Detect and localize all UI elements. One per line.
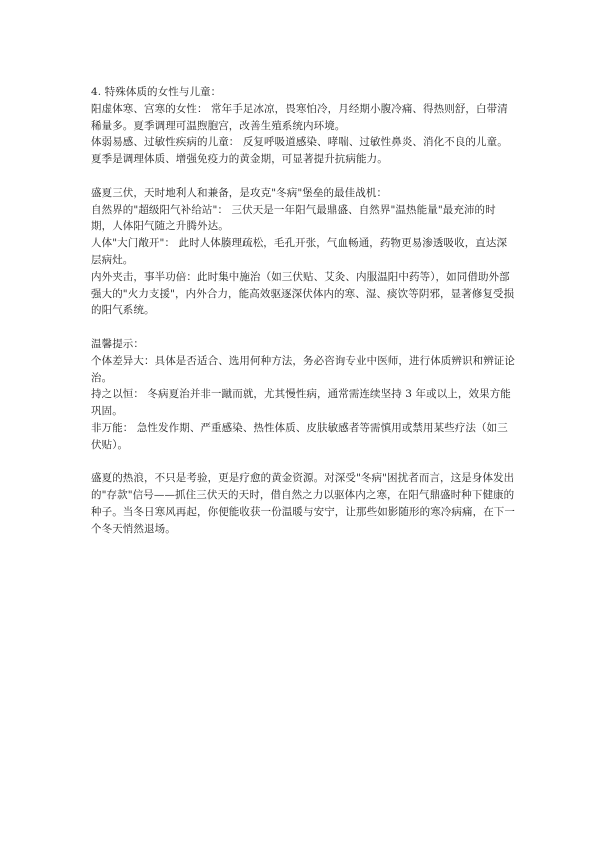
tips-heading: 温馨提示： <box>91 337 144 350</box>
tip-persist: 持之以恒： 冬病夏治并非一蹴而就，尤其慢性病，通常需连续坚持 3 年或以上，效果方能巩固。 <box>91 388 511 418</box>
tip-limits: 非万能： 急性发作期、严重感染、热性体质、皮肤敏感者等需慎用或禁用某些疗法（如三伏贴）。 <box>91 421 508 451</box>
paragraph-closing: 盛夏的热浪，不只是考验，更是疗愈的黄金资源。对深受"冬病"困扰者而言，这是身体发出的"存款"信号——抓住三伏天的天时，借自然之力以驱体内之寒，在阳气鼎盛时种下健康的种子。当冬日寒风再起，你便能收获一份温暖与安宁，让那些如影随形的寒冷病痛，在下一个冬天悄然退场。 <box>91 472 515 535</box>
paragraph-children: 体弱易感、过敏性疾病的儿童： 反复呼吸道感染、哮喘、过敏性鼻炎、消化不良的儿童。夏季是调理体质、增强免疫力的黄金期，可显著提升抗病能力。 <box>91 136 508 166</box>
paragraph-body: 人体"大门敞开"： 此时人体腠理疏松，毛孔开张，气血畅通，药物更易渗透吸收，直达深层病灶。 <box>91 237 508 266</box>
spacer <box>91 454 516 471</box>
paragraph-nature: 自然界的"超级阳气补给站"： 三伏天是一年阳气最鼎盛、自然界"温热能量"最充沛的时期，人体阳气随之升腾外达。 <box>91 203 496 233</box>
paragraph-intro: 盛夏三伏，天时地利人和兼备，是攻克"冬病"堡垒的最佳战机： <box>91 186 388 199</box>
paragraph-women: 阳虚体寒、宫寒的女性： 常年手足冰凉，畏寒怕冷，月经期小腹冷痛、得热则舒，白带清稀量多。夏季调理可温煦胞宫，改善生殖系统内环境。 <box>91 102 508 132</box>
spacer <box>91 168 516 185</box>
tip-individual: 个体差异大：具体是否适合、选用何种方法，务必咨询专业中医师，进行体质辨识和辨证论治。 <box>91 354 515 384</box>
document-body <box>91 84 516 538</box>
paragraph-combine: 内外夹击，事半功倍：此时集中施治（如三伏贴、艾灸、内服温阳中药等），如同借助外部强大的"火力支援"，内外合力，能高效驱逐深伏体内的寒、湿、痰饮等阴邪，显著修复受损的阳气系统。 <box>91 270 515 317</box>
section-heading: 4. 特殊体质的女性与儿童： <box>91 86 222 98</box>
spacer <box>91 319 516 336</box>
